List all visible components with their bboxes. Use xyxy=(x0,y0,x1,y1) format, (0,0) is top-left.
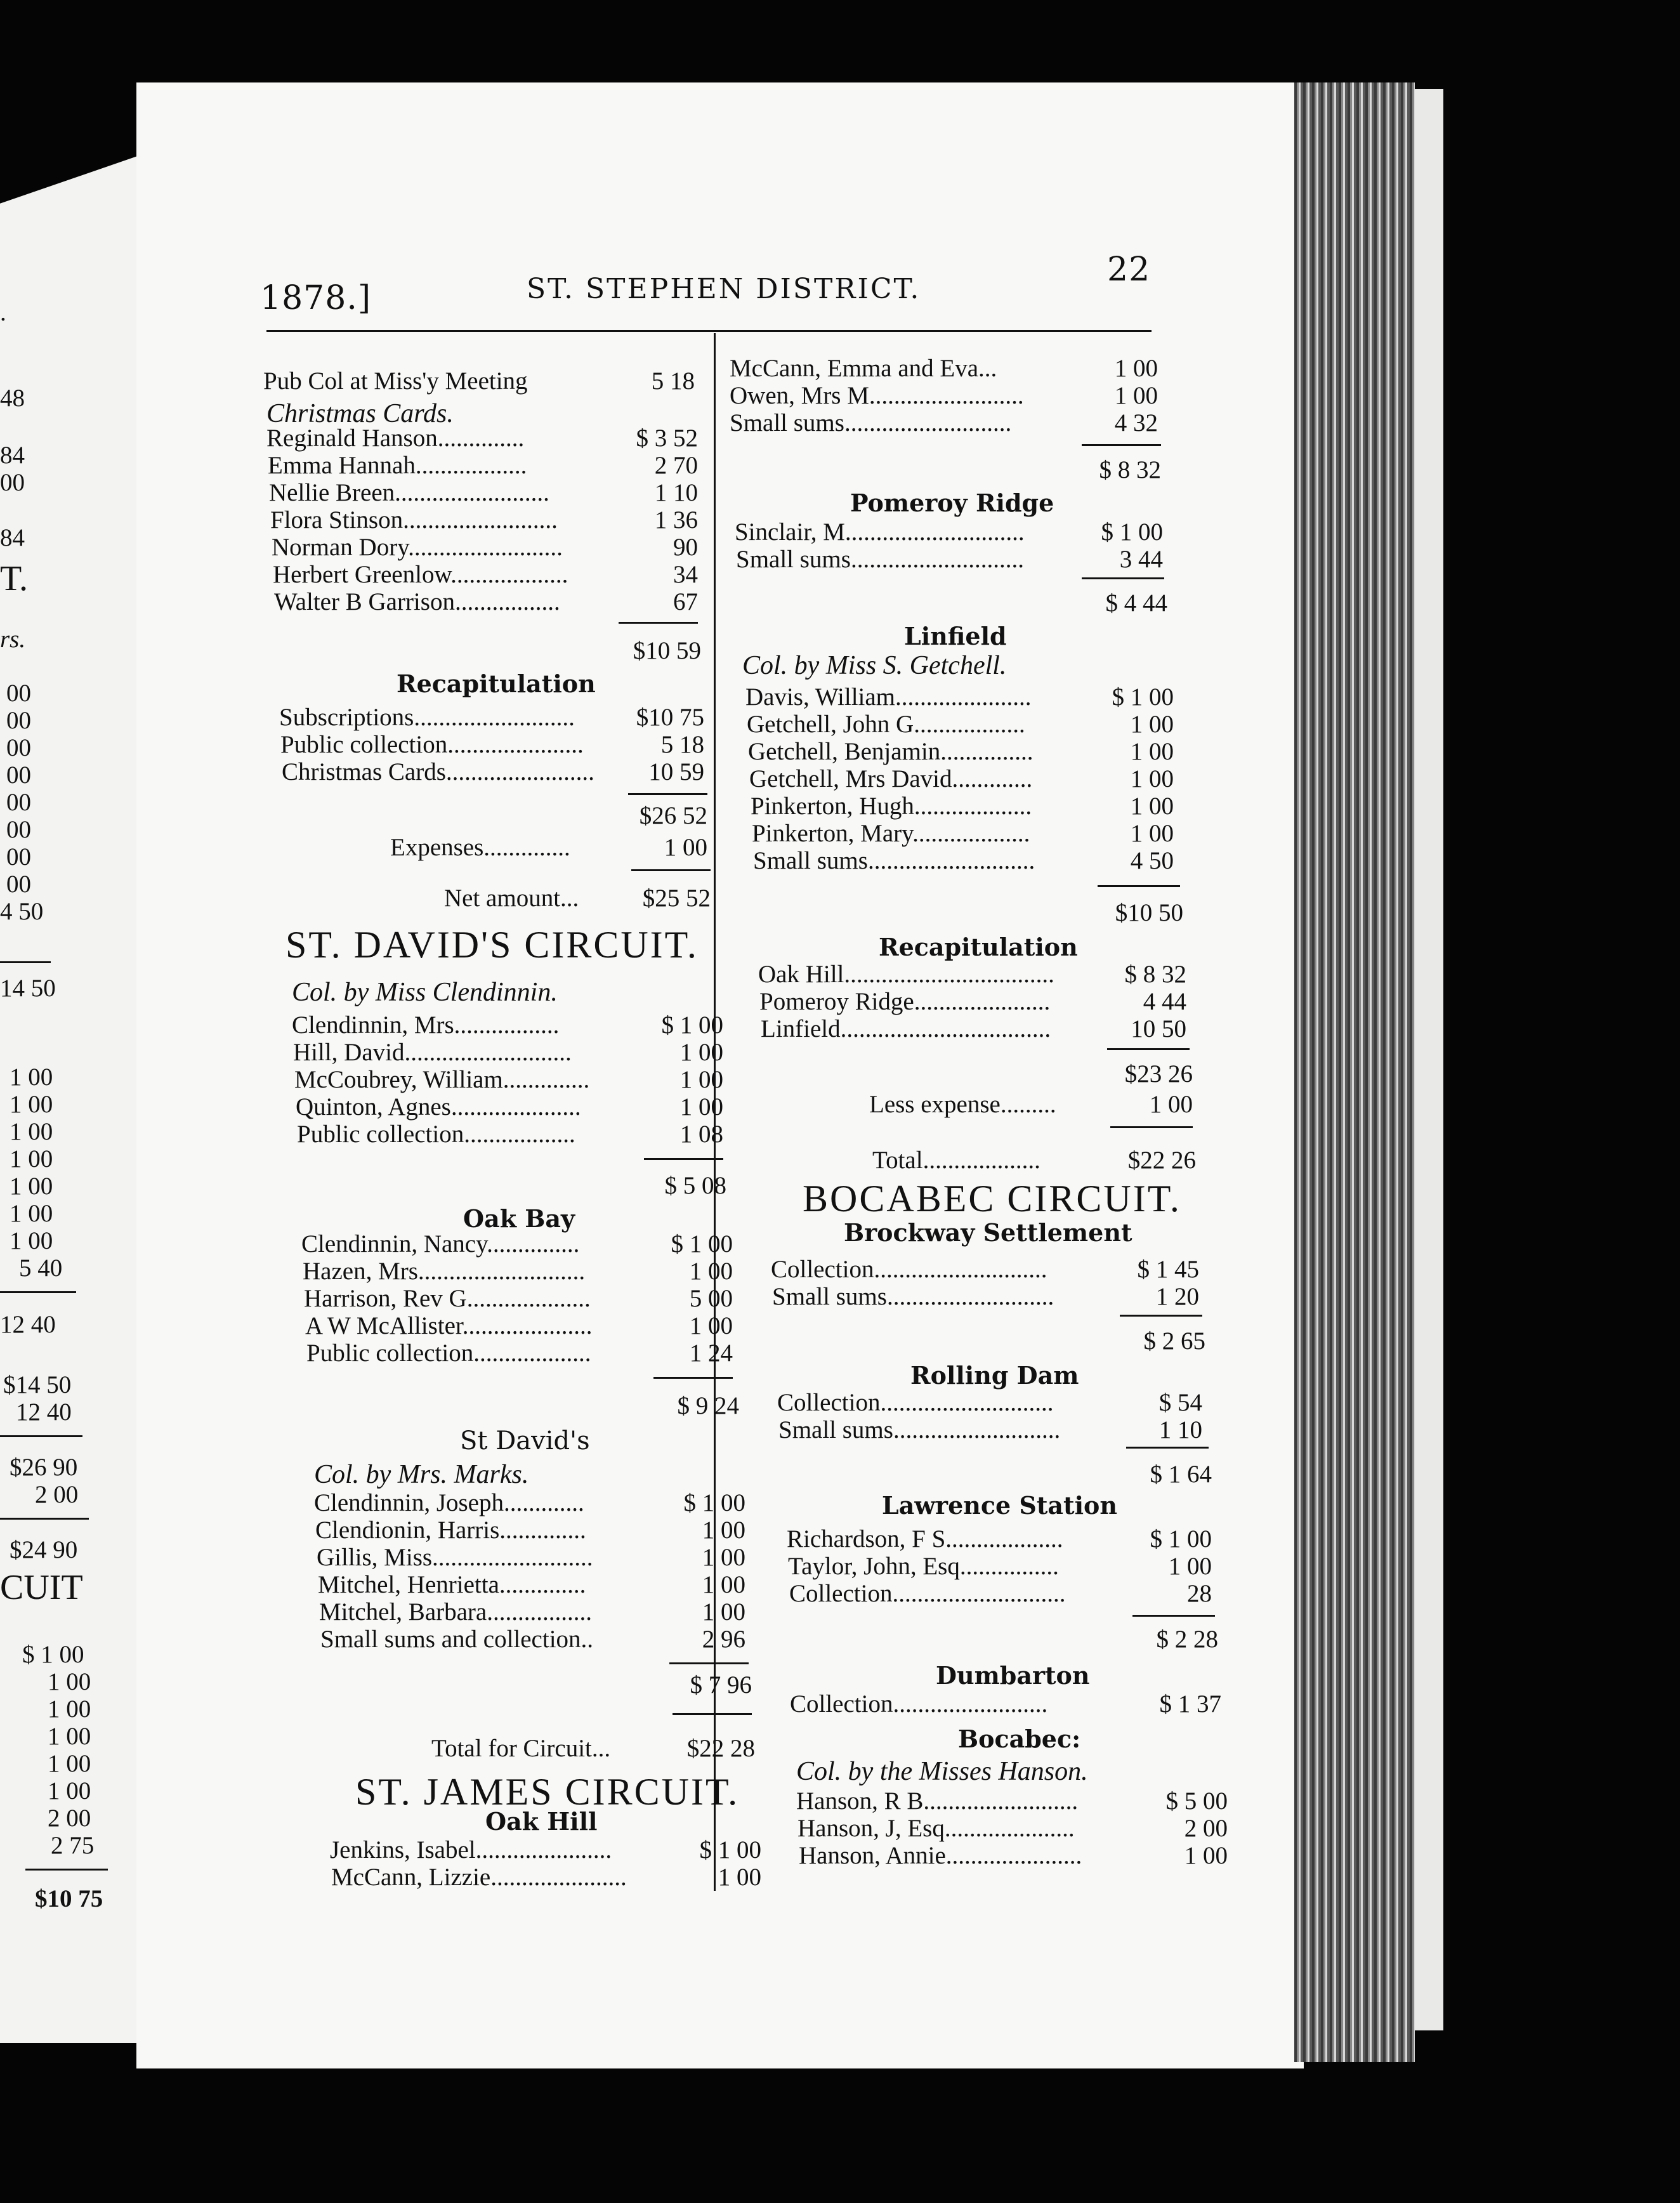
margin-rule xyxy=(0,1291,76,1293)
total-rule xyxy=(653,1377,733,1379)
list-item: Clendinnin, Nancy............... $ 1 00 xyxy=(301,1230,733,1258)
margin-text: $ 1 00 xyxy=(22,1641,84,1668)
margin-text: $26 90 xyxy=(10,1454,78,1481)
st-davids-sub-collector: Col. by Mrs. Marks. xyxy=(314,1460,529,1489)
bocabec-sub-collector: Col. by the Misses Hanson. xyxy=(796,1757,1088,1786)
recap-heading: Recapitulation xyxy=(397,669,596,698)
list-item: Oak Hill.................................. $ 8 32 xyxy=(758,961,1186,988)
list-item: Getchell, Mrs David............. 1 00 xyxy=(749,765,1174,792)
margin-text: 00 xyxy=(6,816,31,843)
margin-text: 00 xyxy=(0,469,25,496)
list-item: A W McAllister..................... 1 00 xyxy=(305,1312,733,1339)
list-item: Flora Stinson......................... 1 36 xyxy=(270,506,698,534)
margin-text: 5 40 xyxy=(19,1254,63,1282)
list-item: Herbert Greenlow................... 34 xyxy=(273,561,698,588)
margin-rule xyxy=(0,1435,82,1437)
dumbarton-heading: Dumbarton xyxy=(936,1661,1090,1690)
margin-text: $14 50 xyxy=(3,1371,72,1398)
col2-recap-total: Total................... $22 26 xyxy=(872,1147,1196,1174)
list-item: Quinton, Agnes..................... 1 00 xyxy=(296,1093,723,1121)
christmas-cards-heading: Christmas Cards. xyxy=(266,399,454,428)
margin-text: 1 00 xyxy=(48,1750,91,1777)
rolling-dam-heading: Rolling Dam xyxy=(910,1361,1079,1390)
margin-text: 84 xyxy=(0,442,25,469)
margin-text: 1 00 xyxy=(48,1723,91,1750)
margin-text: 00 xyxy=(6,761,31,789)
margin-text: 14 50 xyxy=(0,975,56,1002)
margin-text: 2 75 xyxy=(51,1832,95,1859)
list-item: Jenkins, Isabel...................... $ 1 00 xyxy=(330,1836,761,1864)
list-item: Pomeroy Ridge...................... 4 44 xyxy=(759,988,1186,1015)
margin-rule xyxy=(25,1869,108,1871)
book-cover-edge xyxy=(1415,89,1443,2030)
margin-text: 00 xyxy=(6,871,31,898)
total-rule xyxy=(1110,1126,1193,1128)
linfield-total: $10 50 xyxy=(1115,899,1183,926)
brockway-total: $ 2 65 xyxy=(1143,1327,1205,1355)
list-item: Taylor, John, Esq................ 1 00 xyxy=(788,1553,1212,1580)
oak-bay-heading: Oak Bay xyxy=(463,1204,575,1233)
margin-text: 84 xyxy=(0,524,25,551)
list-item: Harrison, Rev G.................... 5 00 xyxy=(304,1285,733,1312)
total-rule xyxy=(673,1713,752,1715)
col2-recap-subtotal: $23 26 xyxy=(1124,1060,1193,1088)
list-item: Mitchel, Barbara................. 1 00 xyxy=(319,1598,745,1626)
margin-text: 12 40 xyxy=(0,1311,56,1338)
list-item: Sinclair, M............................. $ 1 00 xyxy=(735,518,1163,546)
list-item: Walter B Garrison................. 67 xyxy=(274,588,698,615)
margin-text: 1 00 xyxy=(48,1777,91,1805)
list-item: Davis, William...................... $ 1 00 xyxy=(745,683,1174,711)
margin-text: 00 xyxy=(6,843,31,871)
list-item: Collection............................ $ 54 xyxy=(777,1389,1202,1416)
total-rule xyxy=(1126,1447,1209,1449)
margin-text: 1 00 xyxy=(10,1091,53,1118)
margin-text: 1 00 xyxy=(48,1668,91,1695)
lawrence-total: $ 2 28 xyxy=(1156,1626,1218,1653)
list-item: Hill, David........................... 1 00 xyxy=(293,1039,723,1066)
margin-text: 00 xyxy=(6,789,31,816)
total-rule xyxy=(669,1662,749,1664)
st-james-oak-hill-heading: Oak Hill xyxy=(485,1807,598,1836)
list-item: Pinkerton, Mary................... 1 00 xyxy=(752,820,1174,847)
list-item: Small sums............................ 3 44 xyxy=(736,546,1163,573)
list-item: Small sums and collection.. 2 96 xyxy=(320,1626,745,1653)
lawrence-heading: Lawrence Station xyxy=(882,1491,1118,1520)
margin-text: 1 00 xyxy=(10,1118,53,1145)
total-rule xyxy=(644,1158,723,1160)
linfield-collector: Col. by Miss S. Getchell. xyxy=(742,651,1007,680)
list-item: Christmas Cards........................ 10 59 xyxy=(282,758,704,786)
recap-subtotal: $26 52 xyxy=(639,802,707,829)
total-rule xyxy=(1120,1315,1202,1317)
header-title: ST. STEPHEN DISTRICT. xyxy=(527,273,921,305)
margin-text: $24 90 xyxy=(10,1536,78,1563)
total-rule xyxy=(628,793,707,795)
oak-hill-total: $ 8 32 xyxy=(1099,456,1161,483)
margin-text: 00 xyxy=(6,707,31,734)
margin-text: 00 xyxy=(6,734,31,761)
total-rule xyxy=(1082,444,1161,446)
st-davids-collector: Col. by Miss Clendinnin. xyxy=(292,978,558,1007)
margin-rule xyxy=(0,961,51,963)
total-rule xyxy=(631,869,711,871)
list-item: Hazen, Mrs........................... 1 00 xyxy=(303,1258,733,1285)
list-item: Small sums........................... 4 50 xyxy=(753,847,1174,874)
margin-text: 48 xyxy=(0,385,25,412)
col2-recap-heading: Recapitulation xyxy=(879,933,1078,961)
list-item: McCoubrey, William.............. 1 00 xyxy=(294,1066,723,1093)
brockway-heading: Brockway Settlement xyxy=(844,1218,1132,1247)
list-item: Norman Dory......................... 90 xyxy=(272,534,698,561)
list-item: Richardson, F S................... $ 1 00 xyxy=(787,1525,1212,1553)
total-rule xyxy=(619,622,698,624)
total-rule xyxy=(1107,1048,1190,1050)
margin-text: 1 00 xyxy=(10,1145,53,1173)
page-number: 22 xyxy=(1107,251,1151,289)
list-item: Hanson, Annie...................... 1 00 xyxy=(799,1842,1228,1869)
margin-text: 1 00 xyxy=(10,1227,53,1254)
list-item: Owen, Mrs M......................... 1 00 xyxy=(730,382,1158,409)
list-item: Hanson, J, Esq..................... 2 00 xyxy=(797,1815,1228,1842)
list-item: Hanson, R B......................... $ 5 00 xyxy=(796,1787,1228,1815)
list-item: Public collection...................... 5 18 xyxy=(280,731,704,758)
recap-net: Net amount... $25 52 xyxy=(444,884,711,912)
pomeroy-total: $ 4 44 xyxy=(1105,589,1167,617)
bocabec-sub-heading: Bocabec: xyxy=(958,1725,1081,1753)
list-item: Collection............................ 28 xyxy=(789,1580,1212,1607)
list-item: Small sums........................... 1 10 xyxy=(778,1416,1202,1443)
rolling-dam-total: $ 1 64 xyxy=(1150,1461,1212,1488)
header-year: 1878.] xyxy=(260,279,372,317)
margin-text: 1 00 xyxy=(10,1200,53,1227)
less-expense: Less expense......... 1 00 xyxy=(869,1091,1193,1118)
circuit-total: Total for Circuit... $22 28 xyxy=(431,1735,755,1762)
list-item: Mitchel, Henrietta.............. 1 00 xyxy=(318,1571,745,1598)
list-item: Small sums........................... 1 20 xyxy=(772,1283,1199,1310)
margin-text: 1 00 xyxy=(48,1695,91,1723)
list-item: Pinkerton, Hugh................... 1 00 xyxy=(751,792,1174,820)
list-item: Gillis, Miss.......................... 1 00 xyxy=(317,1544,745,1571)
st-davids-sub-heading: St David's xyxy=(460,1426,590,1456)
total-rule xyxy=(1132,1615,1215,1617)
pub-col-row: Pub Col at Miss'y Meeting 5 18 xyxy=(263,367,695,395)
list-item: Public collection................... 1 24 xyxy=(306,1339,733,1367)
margin-text: 2 00 xyxy=(35,1481,79,1508)
margin-text: T. xyxy=(0,559,29,598)
st-davids-total: $ 5 08 xyxy=(664,1172,726,1199)
christmas-cards-total: $10 59 xyxy=(633,637,701,664)
dumbarton-row: Collection......................... $ 1 37 xyxy=(790,1690,1221,1718)
margin-text: 1 00 xyxy=(10,1173,53,1200)
header-rule xyxy=(266,330,1152,332)
margin-text: $10 75 xyxy=(35,1885,103,1912)
recap-expenses: Expenses.............. 1 00 xyxy=(390,834,707,861)
list-item: Clendionin, Harris.............. 1 00 xyxy=(315,1516,745,1544)
list-item: Getchell, John G.................. 1 00 xyxy=(747,711,1174,738)
margin-text: CUIT xyxy=(0,1568,83,1607)
list-item: Reginald Hanson.............. $ 3 52 xyxy=(266,424,698,452)
list-item: Nellie Breen......................... 1 10 xyxy=(269,479,698,506)
margin-rule xyxy=(0,1518,89,1520)
st-davids-circuit-title: ST. DAVID'S CIRCUIT. xyxy=(285,924,699,966)
list-item: McCann, Emma and Eva... 1 00 xyxy=(730,355,1158,382)
total-rule xyxy=(1098,885,1180,887)
list-item: Collection............................ $ 1 45 xyxy=(771,1256,1199,1283)
list-item: McCann, Lizzie...................... 1 00 xyxy=(331,1864,761,1891)
margin-text: 00 xyxy=(6,680,31,707)
list-item: Subscriptions.......................... $10 75 xyxy=(279,704,704,731)
pomeroy-heading: Pomeroy Ridge xyxy=(850,489,1054,517)
list-item: Public collection.................. 1 08 xyxy=(297,1121,723,1148)
total-rule xyxy=(1082,577,1164,579)
margin-text: 4 50 xyxy=(0,898,44,925)
list-item: Getchell, Benjamin............... 1 00 xyxy=(748,738,1174,765)
list-item: Clendinnin, Mrs................. $ 1 00 xyxy=(292,1011,723,1039)
margin-text: 12 40 xyxy=(16,1398,72,1426)
list-item: Emma Hannah.................. 2 70 xyxy=(268,452,698,479)
linfield-heading: Linfield xyxy=(904,622,1007,650)
list-item: Linfield.................................. 10 50 xyxy=(761,1015,1186,1042)
margin-text: 1 00 xyxy=(10,1063,53,1091)
book-fore-edge xyxy=(1294,82,1415,2062)
list-item: Clendinnin, Joseph............. $ 1 00 xyxy=(314,1489,745,1516)
margin-text: rs. xyxy=(0,626,26,653)
margin-text: . xyxy=(0,299,6,326)
oak-bay-total: $ 9 24 xyxy=(677,1392,739,1419)
margin-text: 2 00 xyxy=(48,1805,91,1832)
st-davids-sub-total: $ 7 96 xyxy=(690,1671,752,1699)
list-item: Small sums........................... 4 32 xyxy=(730,409,1158,437)
bocabec-circuit-title: BOCABEC CIRCUIT. xyxy=(803,1178,1181,1220)
st-james-circuit-title: ST. JAMES CIRCUIT. xyxy=(355,1771,740,1813)
